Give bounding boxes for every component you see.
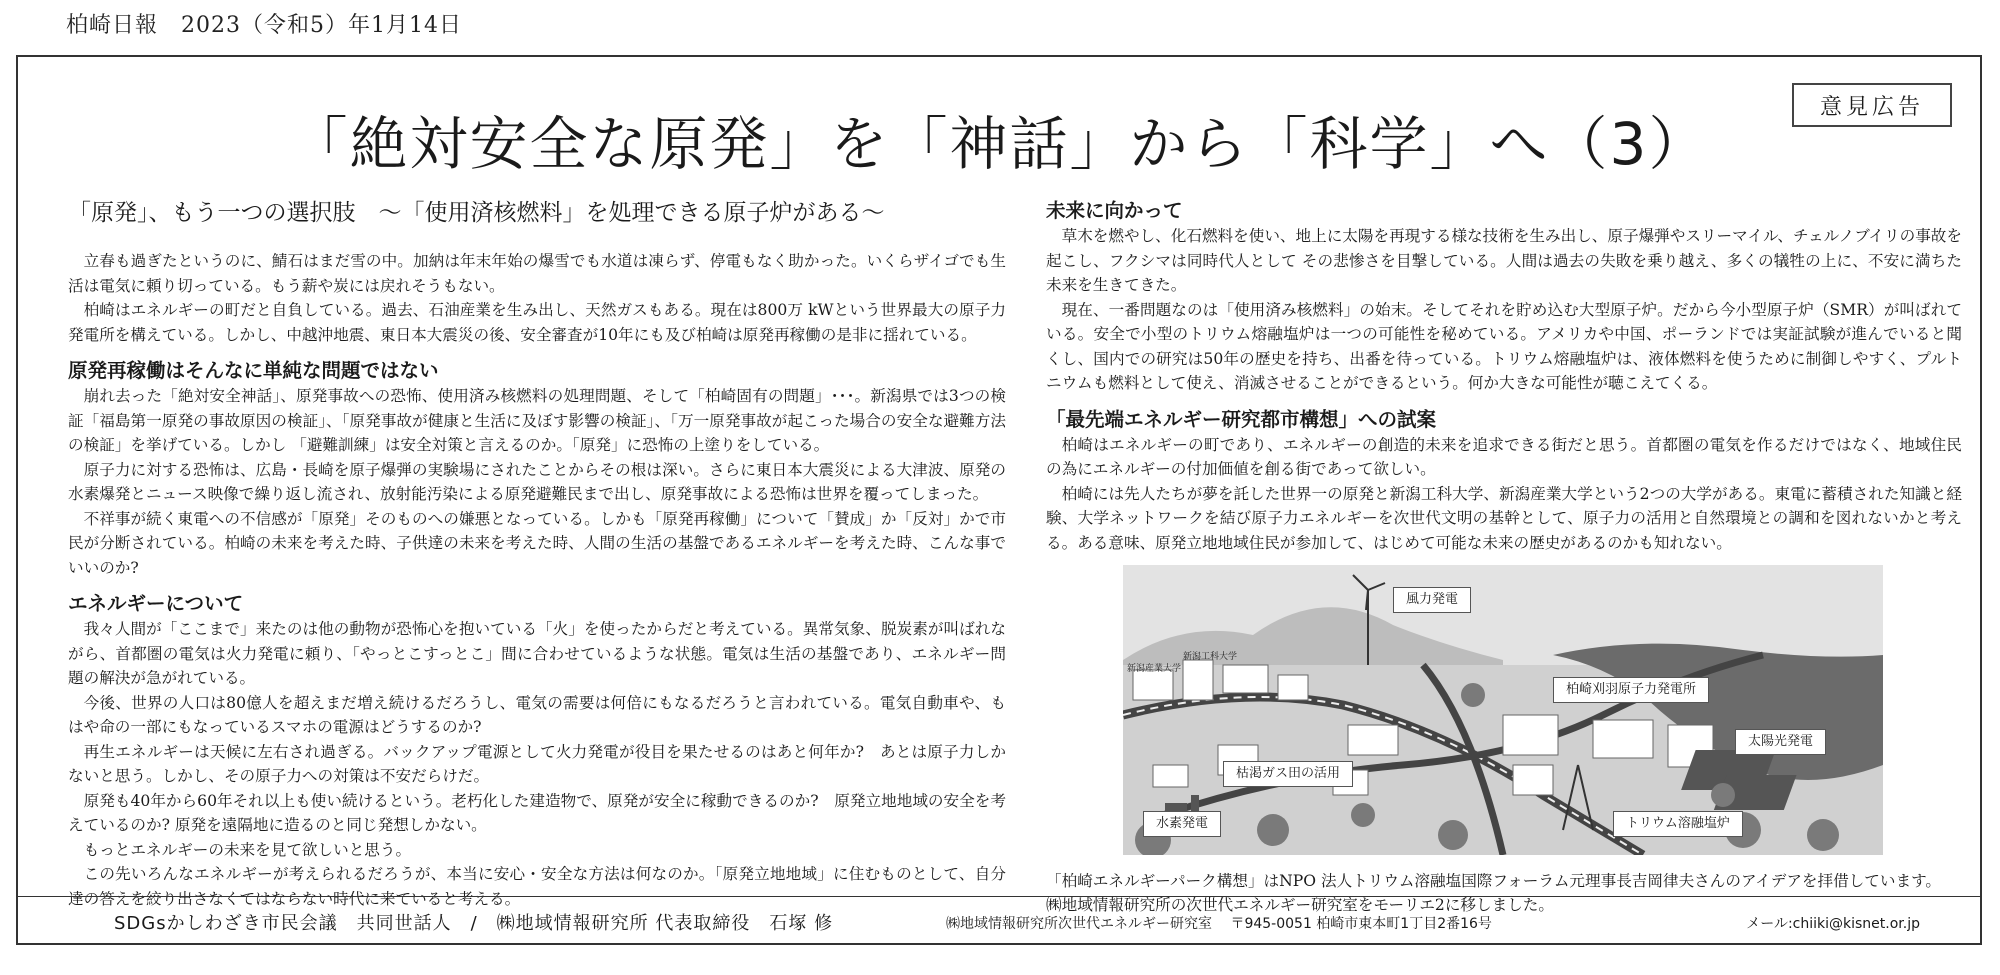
main-title: 「絶対安全な原発」を「神話」から「科学」へ（3） [289, 110, 1709, 178]
paragraph: 再生エネルギーは天候に左右され過ぎる。バックアップ電源として火力発電が役目を果たせるのはあと何年か? あとは原子力しかないと思う。しかし、その原子力への対策は不安だらけだ。 [68, 742, 1006, 785]
left-column [68, 197, 1006, 921]
caption: 「柏崎エネルギーパーク構想」はNPO 法人トリウム溶融塩国際フォーラム元理事長吉岡律夫さんのアイデアを拝借しています。 [1046, 872, 1942, 890]
subtitle: 「原発」、もう一つの選択肢 ～「使用済核燃料」を処理できる原子炉がある～ [68, 200, 885, 226]
label-solar-power: 太陽光発電 [1735, 729, 1826, 755]
label-niigata-koka-univ: 新潟工科大学 [1183, 652, 1238, 662]
right-column [1046, 197, 1962, 917]
footer-address: ㈱地域情報研究所次世代エネルギー研究室 〒945-0051 柏崎市東本町1丁目2番16号 [946, 916, 1492, 932]
paragraph: もっとエネルギーの未来を見て欲しいと思う。 [83, 840, 412, 859]
label-depleted-gas-field: 枯渇ガス田の活用 [1223, 761, 1353, 787]
paragraph: 原発も40年から60年それ以上も使い続けるという。老朽化した建造物で、原発が安全に稼動できるのか? 原発立地地域の安全を考えているのか? 原発を遠隔地に造るのと同じ発想しかない。 [68, 791, 1006, 834]
paragraph: 今後、世界の人口は80億人を超えまだ増え続けるだろうし、電気の需要は何倍にもなるだろうと言われている。電気自動車や、もはや命の一部にもなっているスマホの電源はどうするのか? [68, 693, 1006, 736]
paragraph: 柏崎はエネルギーの町だと自負している。過去、石油産業を生み出し、天然ガスもある。現在は800万 kWという世界最大の原子力発電所を構えている。しかし、中越沖地震、東日本大震災の後、安全審査が10年にも及び柏崎は原発再稼働の是非に揺れている。 [68, 301, 1006, 344]
section-heading: 原発再稼働はそんなに単純な問題ではない [68, 359, 439, 382]
paragraph: 原子力に対する恐怖は、広島・長崎を原子爆弾の実験場にされたことからその根は深い。さらに東日本大震災による大津波、原発の水素爆発とニュース映像で繰り返し流され、放射能汚染による原発避難民まで出し、原発事故による恐怖は世界を覆ってしまった。 [68, 460, 1006, 503]
footer-authors: SDGsかしわざき市民会議 共同世話人 / ㈱地域情報研究所 代表取締役 石塚 修 [114, 913, 834, 934]
paragraph: 草木を燃やし、化石燃料を使い、地上に太陽を再現する様な技術を生み出し、原子爆弾やスリーマイル、チェルノブイリの事故を起こし、フクシマは同時代人として その悲惨さを目撃している。人間は過去の失敗を乗り越え、多くの犠牲の上に、不安に満ちた未来を生きてきた。 [1046, 227, 1962, 294]
footer [18, 897, 1980, 945]
energy-park-illustration [1123, 565, 1883, 855]
label-wind-power: 風力発電 [1393, 587, 1471, 613]
paragraph: 不祥事が続く東電への不信感が「原発」そのものへの嫌悪となっている。しかも「原発再稼働」について「賛成」か「反対」かで市民が分断されている。柏崎の未来を考えた時、子供達の未来を考えた時、人間の生活の基盤であるエネルギーを考えた時、こんな事でいいのか? [68, 509, 1006, 577]
opinion-ad-tag: 意見広告 [1792, 83, 1952, 127]
paragraph: 柏崎には先人たちが夢を託した世界一の原発と新潟工科大学、新潟産業大学という2つの大学がある。東電に蓄積された知識と経験、大学ネットワークを結び原子力エネルギーを次世代文明の基幹として、原子力の活用と自然環境との調和を図れないかと考える。ある意味、原発立地地域住民が参加して、はじめて可能な未来の歴史があるのかも知れない。 [1046, 484, 1962, 552]
section-research-city [1046, 406, 1962, 556]
section-future [1046, 197, 1962, 396]
section-heading: 「最先端エネルギー研究都市構想」への試案 [1046, 407, 1437, 431]
section-restart [68, 357, 1006, 580]
paragraph: 崩れ去った「絶対安全神話」、原発事故への恐怖、使用済み核燃料の処理問題、そして「柏崎固有の問題」･･･。新潟県では3つの検証「福島第一原発の事故原因の検証」、「原発事故が健康と生活に及ぼす影響の検証」、「万一原発事故が起こった場合の安全な避難方法の検証」を挙げている。しかし 「避難訓練」は安全対策と言えるのか。「原発」に恐怖の上塗りをしている。 [68, 387, 1006, 454]
intro-section [68, 249, 1006, 347]
paragraph: この先いろんなエネルギーが考えられるだろうが、本当に安心・安全な方法は何なのか。「原発立地地域」に住むものとして、自分達の答えを絞り出さなくてはならない時代に来ていると考える。 [68, 865, 1006, 908]
advertisement-frame [16, 55, 1982, 945]
label-thorium-reactor: トリウム溶融塩炉 [1613, 811, 1743, 837]
energy-park-drawing [1123, 565, 1883, 855]
section-energy [68, 590, 1006, 911]
label-niigata-sangyo-univ: 新潟産業大学 [1127, 664, 1182, 674]
label-kashiwazaki-kariwa-npp: 柏崎刈羽原子力発電所 [1553, 677, 1709, 703]
paragraph: 柏崎はエネルギーの町であり、エネルギーの創造的未来を追求できる街だと思う。首都圏の電気を作るだけではなく、地域住民の為にエネルギーの付加価値を創る街であって欲しい。 [1046, 435, 1962, 478]
section-heading: エネルギーについて [68, 592, 244, 615]
caption: ㈱地域情報研究所の次世代エネルギー研究室をモーリエ2に移しました。 [1046, 896, 1554, 914]
masthead-date: 柏崎日報 2023（令和5）年1月14日 [66, 13, 462, 38]
paragraph: 我々人間が「ここまで」来たのは他の動物が恐怖心を抱いている「火」を使ったからだと考えている。異常気象、脱炭素が叫ばれながら、首都圏の電気は火力発電に頼り、「やっとこすっとこ」間に合わせているような状態。電気は生活の基盤であり、エネルギー問題の解決が急がれている。 [68, 620, 1006, 687]
section-heading: 未来に向かって [1046, 199, 1183, 222]
paragraph: 現在、一番問題なのは「使用済み核燃料」の始末。そしてそれを貯め込む大型原子炉。だから今小型原子炉（SMR）が叫ばれている。安全で小型のトリウム熔融塩炉は一つの可能性を秘めている。アメリカや中国、ポーランドでは実証試験が進んでいると聞くし、国内での研究は50年の歴史を持ち、出番を待っている。トリウム熔融塩炉は、液体燃料を使うために制御しやすく、プルトニウムも燃料として使え、消滅させることができるという。何か大きな可能性が聴こえてくる。 [1046, 300, 1962, 392]
footer-email: メール:chiiki@kisnet.or.jp [1746, 916, 1920, 932]
paragraph: 立春も過ぎたというのに、鯖石はまだ雪の中。加納は年末年始の爆雪でも水道は凍らず、停電もなく助かった。いくらザイゴでも生活は電気に頼り切っている。もう薪や炭には戻れそうもない。 [68, 252, 1006, 295]
label-hydrogen-power: 水素発電 [1143, 811, 1221, 837]
